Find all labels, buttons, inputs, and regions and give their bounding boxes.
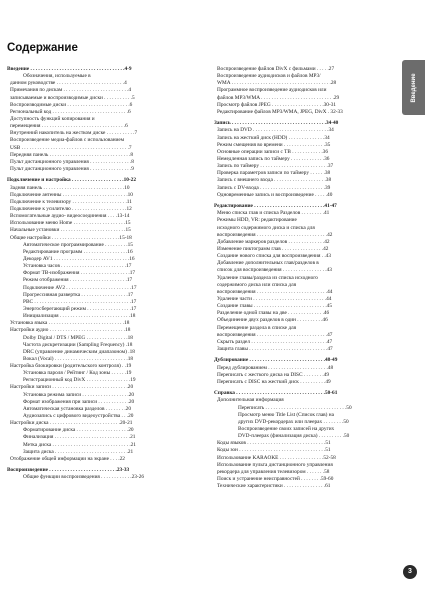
toc-entry: Подключение к усилителю . . . . . . . . . . . . . . . . . . . . .12 bbox=[10, 205, 132, 212]
toc-entry: список для воспроизведения . . . . . . . . . . . . . . . . .43 bbox=[217, 267, 332, 274]
toc-entry: Декодер AV1 . . . . . . . . . . . . . . . . . . . . . . . . . . . . .16 bbox=[23, 255, 135, 262]
toc-entry: Общие функции воспроизведения . . . . . . . . . . . .23-26 bbox=[23, 474, 144, 481]
toc-entry: перемещения . . . . . . . . . . . . . . . . . . . . . . . . . . . . . . . .6 bbox=[10, 123, 128, 130]
toc-entry: Режимы HDD, VR: редактирование bbox=[217, 217, 297, 224]
toc-entry: Использование KARAOKE . . . . . . . . . . . . . . . . .52-58 bbox=[217, 454, 336, 461]
toc-entry: Dolby Digital / DTS / MPEG . . . . . . . . . . . . . . . .18 bbox=[23, 334, 133, 341]
toc-entry: Передняя панель . . . . . . . . . . . . . . . . . . . . . . . . . . . . . . .8 bbox=[10, 151, 134, 158]
toc-entry: Формат изображения при записи . . . . . . . . . . . .20 bbox=[23, 398, 135, 405]
toc-entry: других DVD-рекордерах или плеерах . . . . . . . .50 bbox=[238, 418, 349, 425]
toc-entry: Региональный код . . . . . . . . . . . . . . . . . . . . . . . . . . . . .6 bbox=[10, 108, 131, 115]
toc-entry: исходного содержимого диска и списка для bbox=[217, 224, 315, 231]
toc-entry: содержимого диска или списка для bbox=[217, 281, 297, 288]
toc-entry: воспроизведения . . . . . . . . . . . . . . . . . . . . . . . . . . .47 bbox=[217, 331, 333, 338]
toc-section-heading: Воспроизведение . . . . . . . . . . . . . . . . . . . . . . . . . .23-33 bbox=[7, 467, 130, 474]
toc-entry: Настройка блокировки (родительского контроля) . .19 bbox=[10, 363, 132, 370]
toc-entry: Программное воспроизведение аудиодисков или bbox=[217, 87, 327, 94]
toc-entry: WMA . . . . . . . . . . . . . . . . . . . . . . . . . . . . . . . . . . . . . .28 bbox=[217, 80, 337, 87]
toc-entry: Отображение общей информации на экране . . . .22 bbox=[10, 455, 125, 462]
toc-entry: Основные операции записи с ТВ . . . . . . . . . . . .36 bbox=[217, 148, 328, 155]
toc-entry: DRC (управление динамическим диапазоном) .18 bbox=[23, 348, 135, 355]
toc-entry: Создание главы . . . . . . . . . . . . . . . . . . . . . . . . . . . .45 bbox=[217, 303, 332, 310]
toc-entry: Защита диска . . . . . . . . . . . . . . . . . . . . . . . . . . . .21 bbox=[23, 448, 134, 455]
toc-entry: Режим отображения . . . . . . . . . . . . . . . . . . . . . .17 bbox=[23, 277, 133, 284]
toc-entry: Форматирование диска . . . . . . . . . . . . . . . . . . . .20 bbox=[23, 427, 134, 434]
toc-entry: Вокал (Vocal) . . . . . . . . . . . . . . . . . . . . . . . . . . . .18 bbox=[23, 355, 133, 362]
toc-entry: Скрыть раздел . . . . . . . . . . . . . . . . . . . . . . . . . . . . .47 bbox=[217, 338, 333, 345]
toc-entry: Запись по таймеру . . . . . . . . . . . . . . . . . . . . . . . . . .37 bbox=[217, 163, 334, 170]
toc-entry: рекордера для управления телевизором . . . . . . .58 bbox=[217, 468, 330, 475]
toc-entry: Метка диска . . . . . . . . . . . . . . . . . . . . . . . . . . . . . .21 bbox=[23, 441, 136, 448]
side-tab-label: Введение bbox=[410, 72, 417, 103]
toc-entry: Формат ТВ-изображения . . . . . . . . . . . . . . . . . . .17 bbox=[23, 270, 136, 277]
toc-entry: Использование меню Home . . . . . . . . . . . . . . . . . . . .15 bbox=[10, 220, 131, 227]
toc-entry: Технические характеристики . . . . . . . . . . . . . . . .61 bbox=[217, 483, 331, 490]
page-title: Содержание bbox=[7, 42, 78, 54]
toc-section-heading: Введение . . . . . . . . . . . . . . . . . . . . . . . . . . . . . . . . . . . .4-9 bbox=[7, 66, 132, 72]
section-side-tab bbox=[402, 60, 425, 115]
toc-entry: Установка языка . . . . . . . . . . . . . . . . . . . . . . . . . . . . .18 bbox=[10, 320, 130, 327]
toc-left-column bbox=[7, 66, 203, 482]
toc-entry: Запись с внешнего входа . . . . . . . . . . . . . . . . . . . .38 bbox=[217, 177, 332, 184]
toc-entry: Воспроизведение файлов DivX с фильмами . . . . .27 bbox=[217, 66, 335, 72]
toc-entry: Финализация . . . . . . . . . . . . . . . . . . . . . . . . . . . . .21 bbox=[23, 434, 136, 441]
toc-entry: Запись с DV-входа . . . . . . . . . . . . . . . . . . . . . . . . .39 bbox=[217, 184, 331, 191]
toc-entry: Запись на жесткий диск (HDD) . . . . . . . . . . . . . .34 bbox=[217, 134, 330, 141]
toc-entry: Настройки записи . . . . . . . . . . . . . . . . . . . . . . . . . . . . .20 bbox=[10, 384, 134, 391]
toc-entry: Воспроизведение своих записей на других bbox=[238, 425, 335, 432]
toc-entry: Коды языков . . . . . . . . . . . . . . . . . . . . . . . . . . . . . .51 bbox=[217, 440, 331, 447]
toc-entry: Пульт дистанционного управления . . . . . . . . . . . . . . . .9 bbox=[10, 165, 134, 172]
toc-entry: Переписать с жесткого диска на DISC . . . . . . . .49 bbox=[217, 371, 330, 378]
toc-entry: Инициализация . . . . . . . . . . . . . . . . . . . . . . . . . . .18 bbox=[23, 313, 136, 320]
toc-section-heading: Подключение и настройка . . . . . . . . . . . . . . . . . . . .10-22 bbox=[7, 177, 136, 184]
toc-section-heading: Редактирование . . . . . . . . . . . . . . . . . . . . . . . . . . .41-47 bbox=[214, 203, 337, 210]
toc-entry: Вспомогательные аудио- видеосоединения . . . .13-14 bbox=[10, 213, 130, 220]
toc-entry: Подключение AV2 . . . . . . . . . . . . . . . . . . . . . . . . .17 bbox=[23, 284, 137, 291]
toc-entry: Удаление главы/раздела из списка исходного bbox=[217, 274, 318, 281]
toc-entry: воспроизведения . . . . . . . . . . . . . . . . . . . . . . . . . . .42 bbox=[217, 231, 333, 238]
toc-entry: Коды зон . . . . . . . . . . . . . . . . . . . . . . . . . . . . . . . . .51 bbox=[217, 447, 331, 454]
toc-entry: Редактирование файлов MP3/WMA, JPEG, DivX . 32-33 bbox=[217, 108, 343, 115]
toc-section-heading: Справка . . . . . . . . . . . . . . . . . . . . . . . . . . . . . . . . . .50-61 bbox=[214, 390, 338, 397]
page-number-badge: 3 bbox=[403, 565, 417, 579]
toc-entry: Добавление дополнительных глав/разделов в bbox=[217, 260, 319, 267]
toc-entry: Общие настройки . . . . . . . . . . . . . . . . . . . . . . . . . .15-18 bbox=[10, 234, 132, 241]
toc-entry: USB . . . . . . . . . . . . . . . . . . . . . . . . . . . . . . . . . . . . . . . . .7 bbox=[10, 144, 132, 151]
toc-entry: Частота дискретизации (Sampling Frequency) .18 bbox=[23, 341, 133, 348]
toc-entry: PBC . . . . . . . . . . . . . . . . . . . . . . . . . . . . . . . . . . . . .17 bbox=[23, 298, 137, 305]
toc-entry: Просмотр меню Title List (Список глав) на bbox=[238, 411, 334, 418]
toc-entry: Обозначения, используемые в bbox=[23, 73, 91, 80]
toc-entry: данном руководстве . . . . . . . . . . . . . . . . . . . . . . . . . .4 bbox=[10, 80, 127, 87]
toc-entry: Одновременные запись и воспроизведение . . . . .40 bbox=[217, 191, 333, 198]
toc-entry: Установка часов . . . . . . . . . . . . . . . . . . . . . . . . .17 bbox=[23, 263, 132, 270]
toc-entry: Воспроизводимые диски . . . . . . . . . . . . . . . . . . . . . . . .6 bbox=[10, 101, 133, 108]
toc-entry: Настройки аудио . . . . . . . . . . . . . . . . . . . . . . . . . . . . .18 bbox=[10, 327, 131, 334]
toc-entry: Создание нового списка для воспроизведения . .43 bbox=[217, 253, 331, 260]
toc-entry: Прогрессивная развертка . . . . . . . . . . . . . . . . . .17 bbox=[23, 291, 134, 298]
toc-entry: Переписать . . . . . . . . . . . . . . . . . . . . . . . . . . . . . . .50 bbox=[238, 404, 352, 411]
toc-entry: Установка режима записи . . . . . . . . . . . . . . . . . .20 bbox=[23, 391, 135, 398]
toc-entry: Воспроизведение медиа-файлов с использованием bbox=[10, 137, 125, 144]
toc-entry: Просмотр файлов JPEG . . . . . . . . . . . . . . . . . . . .30-31 bbox=[217, 101, 337, 108]
toc-entry: Поиск и устранение неисправностей . . . . . . . .59-60 bbox=[217, 475, 334, 482]
toc-entry: Дополнительная информация bbox=[217, 397, 284, 404]
toc-entry: Автоматическая установка разделов . . . . . . . .20 bbox=[23, 405, 131, 412]
toc-entry: Добавление маркеров разделов . . . . . . . . . . . . . .42 bbox=[217, 238, 330, 245]
toc-entry: Внутренний накопитель на жестком диске . . . . . . . . . . .7 bbox=[10, 130, 138, 137]
toc-entry: файлов MP3/WMA . . . . . . . . . . . . . . . . . . . . . . . . . . . .29 bbox=[217, 94, 340, 101]
toc-entry: Примечания по дискам . . . . . . . . . . . . . . . . . . . . . . . . .4 bbox=[10, 87, 132, 94]
toc-entry: Начальные установки . . . . . . . . . . . . . . . . . . . . . . . . .15 bbox=[10, 227, 131, 234]
toc-entry: Регистрационный код DivX . . . . . . . . . . . . . . . . .19 bbox=[23, 377, 136, 384]
toc-entry: Использование пульта дистанционного управления bbox=[217, 461, 333, 468]
toc-entry: Перемещение раздела в списке для bbox=[217, 324, 297, 331]
toc-entry: Подключение к телевизору . . . . . . . . . . . . . . . . . . . . .11 bbox=[10, 198, 132, 205]
toc-entry: Разделение одной главы на две . . . . . . . . . . . . . .46 bbox=[217, 310, 330, 317]
toc-entry: Воспроизведение аудиодисков и файлов MP3/ bbox=[217, 73, 321, 80]
toc-entry: Автоматическое программирование . . . . . . . . .15 bbox=[23, 241, 133, 248]
toc-entry: Пульт дистанционного управления . . . . . . . . . . . . . . . .8 bbox=[10, 158, 134, 165]
toc-entry: Перед дублированием . . . . . . . . . . . . . . . . . . . . . . .48 bbox=[217, 364, 334, 371]
toc-entry: записываемые и воспроизводимые диски . . . . . . . . . . .5 bbox=[10, 94, 135, 101]
toc-entry: Объединение двух разделов в один . . . . . . . . . .46 bbox=[217, 317, 328, 324]
toc-section-heading: Запись . . . . . . . . . . . . . . . . . . . . . . . . . . . . . . . . . . . .34-40 bbox=[214, 120, 339, 127]
toc-entry: Запись на DVD . . . . . . . . . . . . . . . . . . . . . . . . . . . . .34 bbox=[217, 127, 334, 134]
toc-entry: Защита главы . . . . . . . . . . . . . . . . . . . . . . . . . . . . . .47 bbox=[217, 345, 333, 352]
toc-entry: Удаление части . . . . . . . . . . . . . . . . . . . . . . . . . . . .44 bbox=[217, 295, 332, 302]
toc-entry: Подключение антенны . . . . . . . . . . . . . . . . . . . . . . . . .10 bbox=[10, 191, 133, 198]
toc-entry: Переписать с DISC на жесткий диск . . . . . . . . . .49 bbox=[217, 378, 331, 385]
toc-entry: DVD-плеерах (финализация диска) . . . . . . . . . .50 bbox=[238, 433, 350, 440]
toc-entry: Аудиозапись с цифрового видеоустройства . . .20 bbox=[23, 413, 134, 420]
toc-entry: Меню списка глав и списка Разделов . . . . . . . . .41 bbox=[217, 210, 330, 217]
toc-section-heading: Дублирование . . . . . . . . . . . . . . . . . . . . . . . . . . . . .48-49 bbox=[214, 357, 338, 364]
toc-entry: Немедленная запись по таймеру . . . . . . . . . . . . .36 bbox=[217, 155, 330, 162]
toc-entry: Доступность функций копирования и bbox=[10, 115, 95, 122]
toc-entry: Редактирование программ . . . . . . . . . . . . . . . . .16 bbox=[23, 248, 133, 255]
toc-entry: Энергосберегающий режим . . . . . . . . . . . . . . . . .17 bbox=[23, 305, 137, 312]
toc-entry: Изменение пиктограмм глав . . . . . . . . . . . . . . . .42 bbox=[217, 245, 329, 252]
toc-right-column bbox=[214, 66, 398, 490]
toc-entry: воспроизведения . . . . . . . . . . . . . . . . . . . . . . . . . . .44 bbox=[217, 288, 333, 295]
toc-entry: Задняя панель . . . . . . . . . . . . . . . . . . . . . . . . . . . . . . .10 bbox=[10, 184, 130, 191]
toc-entry: Настройки диска . . . . . . . . . . . . . . . . . . . . . . . . . . .20-21 bbox=[10, 420, 133, 427]
toc-entry: Установка пароля / Рейтинг / Код зоны . . . . . .19 bbox=[23, 370, 132, 377]
toc-entry: Режим смещения во времени . . . . . . . . . . . . . . . .35 bbox=[217, 141, 331, 148]
toc-entry: Проверка параметров записи по таймеру . . . . . .38 bbox=[217, 170, 331, 177]
